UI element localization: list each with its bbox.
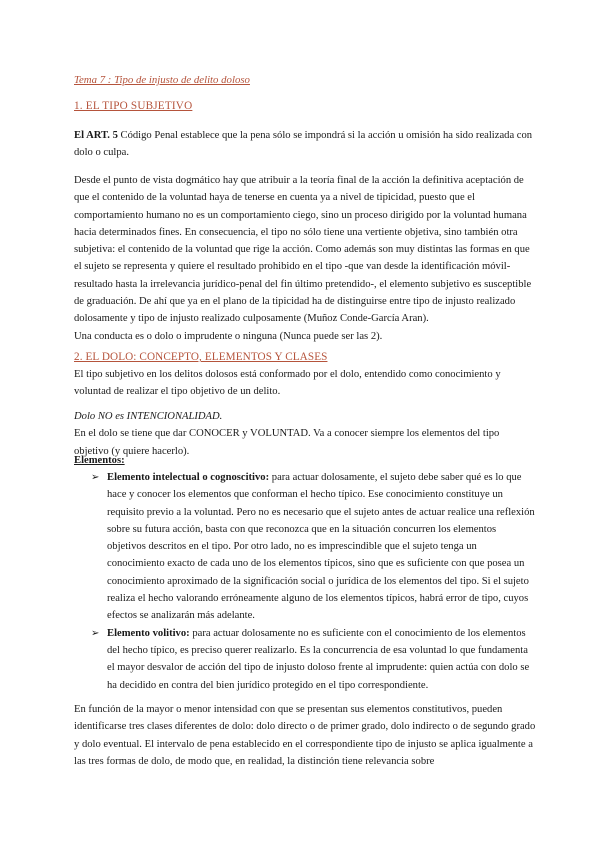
elemento-text: para actuar dolosamente no es suficiente con el conocimiento de los elementos del hecho típico, es preciso querer realizarlo. Es la concurrencia de esa voluntad lo que fundamenta el mayor desvalor de acción del tipo de injusto doloso frente al imprudente: quien actúa con dolo se ha decidido en contra del bien jurídico protegido en el tipo correspondiente. [107, 627, 530, 691]
elemento-text: para actuar dolosamente, el sujeto debe saber qué es lo que hace y conocer los elementos que conforman el hecho típico. Ese conocimiento constituye un requisito previo a la voluntad. Pero no es necesario que el sujeto antes de actuar realice una reflexión sobre su futura acción, basta con que reconozca que en la situación concurren los elementos objetivos descritos en el tipo. Por otro lado, no es imprescindible que el sujeto tenga un conocimiento exacto de cada uno de los elementos típicos, sino que es suficiente con que posea un conocimiento aproximado de la significación social o jurídica de los elementos del tipo. Si el sujeto realiza el hecho valorando erróneamente alguno de los elementos típicos, habrá error de tipo, cuyos efectos se analizarán más adelante. [107, 472, 535, 622]
elementos-heading: Elementos: [74, 455, 125, 466]
art5-text: Código Penal establece que la pena sólo se impondrá si la acción u omisión ha sido realizada con dolo o culpa. [74, 130, 533, 159]
dogmatic-block [74, 172, 536, 345]
dogmatic-paragraph: Desde el punto de vista dogmático hay que atribuir a la teoría final de la acción la definitiva aceptación de que el contenido de la voluntad haya de tenerse en cuenta ya a nivel de tipicidad, puesto que el comportamiento humano no es un comportamiento ciego, sino un proceso dirigido por la voluntad humana hacia determinados fines. En consecuencia, el tipo no sólo tiene una vertiente objetiva, sino también otra subjetiva: el contenido de la voluntad que rige la acción. Como además son muy distintas las formas en que el sujeto se representa y quiere el resultado prohibido en el tipo -que van desde la identificación móvil-resultado hasta la irrelevancia jurídico-penal del fin último pretendido-, el elemento subjetivo es susceptible de graduación. De ahí que ya en el plano de la tipicidad ha de distinguirse entre tipo de injusto realizado dolosamente y tipo de injusto realizado culposamente (Muñoz Conde-García Aran). [74, 175, 532, 325]
elemento-title: Elemento volitivo: [107, 627, 190, 639]
list-item [74, 625, 536, 694]
arrow-bullet-icon: ➢ [91, 627, 100, 639]
conduct-line: Una conducta es o dolo o imprudente o ninguna (Nunca puede ser las 2). [74, 330, 383, 342]
topic-title: Tema 7 : Tipo de injusto de delito doloso [74, 74, 250, 86]
list-item [74, 469, 536, 625]
final-paragraph: En función de la mayor o menor intensidad con que se presentan sus elementos constitutivos, pueden identificarse tres clases diferentes de dolo: dolo directo o de primer grado, dolo indirecto o de segundo grado y dolo eventual. El intervalo de pena establecido en el correspondiente tipo de injusto se aplica igualmente a las tres formas de dolo, de modo que, en realidad, la distinción tiene relevancia sobre [74, 704, 536, 767]
art5-lead: El ART. 5 [74, 130, 118, 141]
dolo-paragraph: El tipo subjetivo en los delitos dolosos está conformado por el dolo, entendido como conocimiento y voluntad de realizar el tipo objetivo de un delito. [74, 369, 501, 398]
section2-heading: 2. EL DOLO: CONCEPTO, ELEMENTOS Y CLASES [74, 351, 328, 363]
art5-paragraph [74, 127, 536, 162]
elemento-title: Elemento intelectual o cognoscitivo: [107, 472, 270, 483]
intencionalidad-title: Dolo NO es INTENCIONALIDAD. [74, 411, 223, 422]
intencionalidad-text: En el dolo se tiene que dar CONOCER y VOLUNTAD. Va a conocer siempre los elementos del tipo objetivo (y quiere hacerlo). [74, 428, 500, 457]
elementos-list [74, 469, 536, 694]
section1-heading: 1. EL TIPO SUBJETIVO [74, 100, 193, 112]
arrow-bullet-icon: ➢ [91, 472, 100, 483]
